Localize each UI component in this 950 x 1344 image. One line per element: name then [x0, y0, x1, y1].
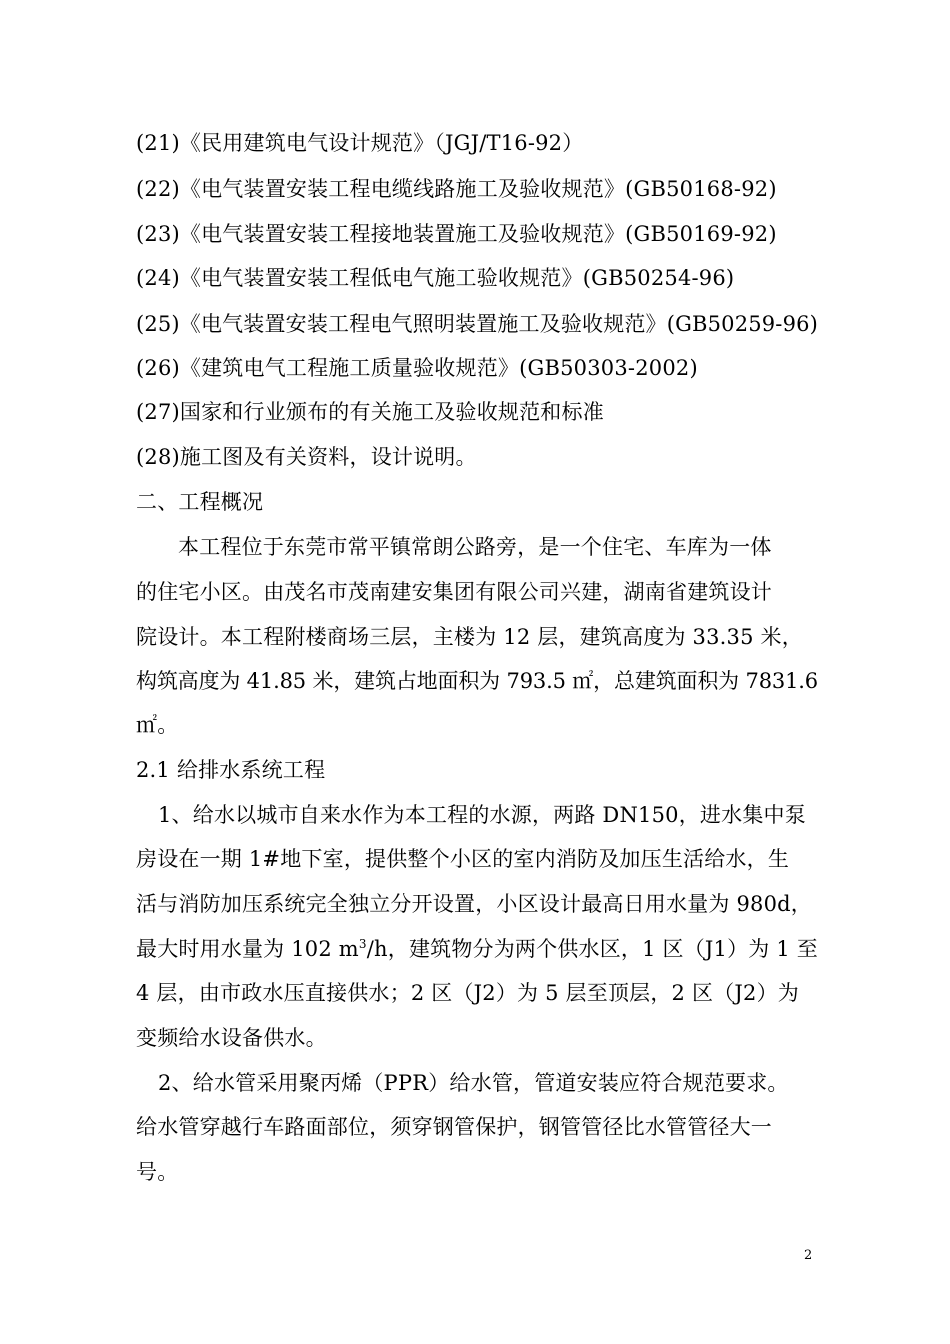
water-item1-line-5: 4 层，由市政水压直接供水；2 区（J2）为 5 层至顶层，2 区（J2）为 — [136, 981, 799, 1005]
section-heading-water-supply: 2.1 给排水系统工程 — [136, 758, 326, 782]
page-number: 2 — [804, 1248, 813, 1263]
overview-line-3: 院设计。本工程附楼商场三层，主楼为 12 层，建筑高度为 33.35 米， — [136, 625, 803, 649]
water-item1-line-4 — [136, 936, 818, 962]
overview-line-1: 本工程位于东莞市常平镇常朗公路旁，是一个住宅、车库为一体 — [178, 535, 772, 559]
water-item1-line-2: 房设在一期 1#地下室，提供整个小区的室内消防及加压生活给水，生 — [136, 847, 790, 871]
cubic-superscript: 3 — [358, 937, 367, 951]
overview-line-2: 的住宅小区。由茂名市茂南建安集团有限公司兴建，湖南省建筑设计 — [136, 580, 772, 604]
reference-item-22: (22)《电气装置安装工程电缆线路施工及验收规范》(GB50168-92) — [136, 177, 777, 201]
reference-item-23: (23)《电气装置安装工程接地装置施工及验收规范》(GB50169-92) — [136, 222, 777, 246]
reference-item-26: (26)《建筑电气工程施工质量验收规范》(GB50303-2002) — [136, 356, 698, 380]
water-item1-line-6: 变频给水设备供水。 — [136, 1026, 327, 1050]
water-item1-line-1: 1、给水以城市自来水作为本工程的水源，两路 DN150，进水集中泵 — [158, 803, 806, 827]
reference-item-21: (21)《民用建筑电气设计规范》（JGJ/T16-92） — [136, 131, 584, 155]
water-item2-line-3: 号。 — [136, 1160, 179, 1184]
overview-line-5: ㎡。 — [136, 713, 179, 737]
reference-item-27: (27)国家和行业颁布的有关施工及验收规范和标准 — [136, 400, 604, 424]
section-heading-overview: 二、工程概况 — [136, 490, 264, 514]
water-item2-line-2: 给水管穿越行车路面部位，须穿钢管保护，钢管管径比水管管径大一 — [136, 1115, 772, 1139]
water-item1-line-4-end: /h，建筑物分为两个供水区，1 区（J1）为 1 至 — [366, 937, 818, 961]
reference-item-24: (24)《电气装置安装工程低电气施工验收规范》(GB50254-96) — [136, 266, 735, 290]
water-item2-line-1: 2、给水管采用聚丙烯（PPR）给水管，管道安装应符合规范要求。 — [158, 1071, 789, 1095]
water-item1-line-4-start: 最大时用水量为 102 m — [136, 937, 359, 961]
water-item1-line-3: 活与消防加压系统完全独立分开设置，小区设计最高日用水量为 980d， — [136, 892, 812, 916]
overview-line-4: 构筑高度为 41.85 米，建筑占地面积为 793.5 ㎡，总建筑面积为 7831.6 — [136, 669, 818, 693]
reference-item-28: (28)施工图及有关资料，设计说明。 — [136, 445, 477, 469]
reference-item-25: (25)《电气装置安装工程电气照明装置施工及验收规范》(GB50259-96) — [136, 312, 818, 336]
